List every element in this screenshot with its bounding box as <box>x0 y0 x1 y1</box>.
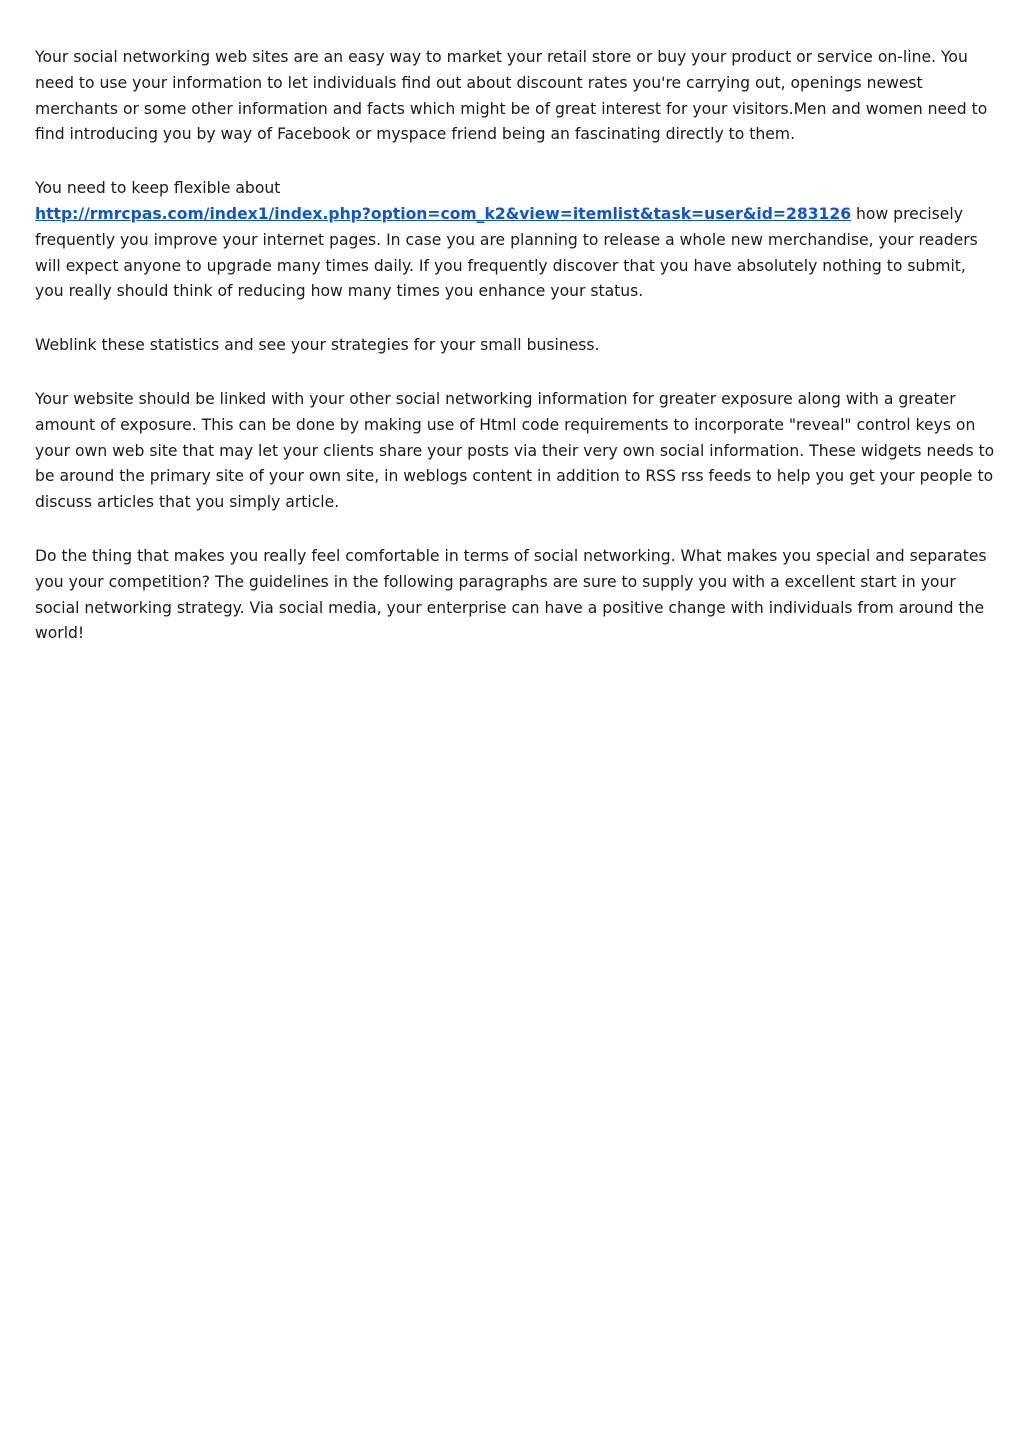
paragraph-flexible-lead: You need to keep flexible about <box>35 179 281 198</box>
paragraph-flexible <box>35 176 995 305</box>
paragraph-website: Your website should be linked with your other social networking information for greater exposure along with a greater amount of exposure. This can be done by making use of Html code requirements to incorporate "reveal" control keys on your own web site that may let your clients share your posts via their very own social information. These widgets needs to be around the primary site of your own site, in weblogs content in addition to RSS rss feeds to help you get your people to discuss articles that you simply article. <box>35 389 995 512</box>
document-page <box>35 45 995 675</box>
paragraph-flexible-rest: how precisely frequently you improve your internet pages. In case you are planning to release a whole new merchandise, your readers will expect anyone to upgrade many times daily. If you frequently discover that you have absolutely nothing to submit, you really should think of reducing how many times you enhance your status. <box>35 204 978 301</box>
paragraph-comfortable: Do the thing that makes you really feel comfortable in terms of social networking. What makes you special and separates you your competition? The guidelines in the following paragraphs are sure to supply you with a excellent start in your social networking strategy. Via social media, your enterprise can have a positive change with individuals from around the world! <box>35 546 987 643</box>
external-link[interactable]: http://rmrcpas.com/index1/index.php?option=com_k2&view=itemlist&task=user&id=283126 <box>35 204 852 223</box>
paragraph-weblink: Weblink these statistics and see your strategies for your small business. <box>35 336 600 355</box>
paragraph-intro: Your social networking web sites are an easy way to market your retail store or buy your product or service on-line. You need to use your information to let individuals find out about discount rates you're carrying out, openings newest merchants or some other information and facts which might be of great interest for your visitors.Men and women need to find introducing you by way of Facebook or myspace friend being an fascinating directly to them. <box>35 48 988 144</box>
